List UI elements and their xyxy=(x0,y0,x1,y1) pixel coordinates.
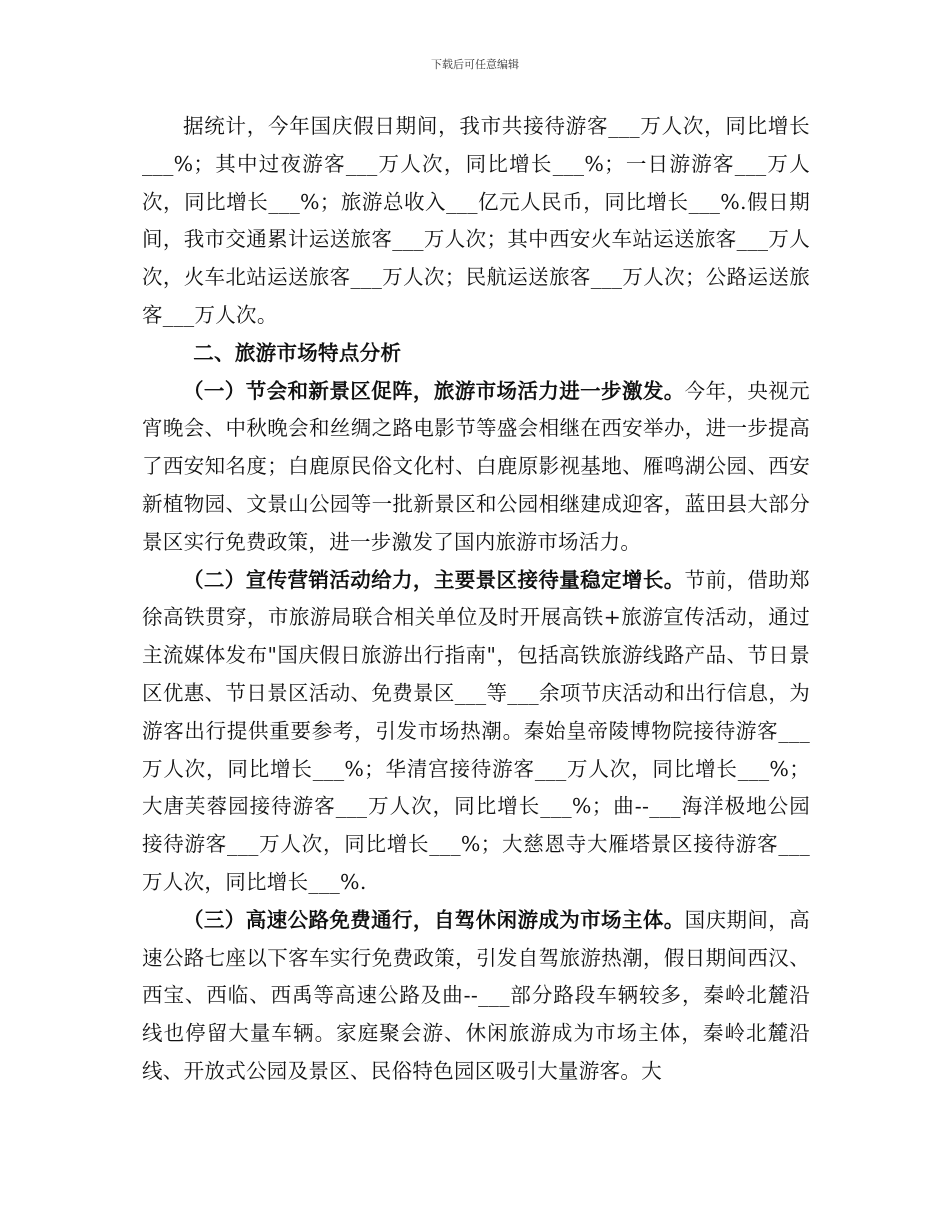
subsection-3-lead: （三）高速公路免费通行，自驾休闲游成为市场主体。 xyxy=(183,907,685,932)
subsection-1-paragraph xyxy=(142,373,810,562)
document-body xyxy=(142,108,810,1091)
subsection-3-body: 国庆期间，高速公路七座以下客车实行免费政策，引发自驾旅游热潮，假日期间西汉、西宝、西临、西禹等高速公路及曲--___部分路段车辆较多，秦岭北麓沿线也停留大量车辆。家庭聚会游、休闲旅游成为市场主体，秦岭北麓沿线、开放式公园及景区、民俗特色园区吸引大量游客。大 xyxy=(142,907,810,1083)
section-heading: 二、旅游市场特点分析 xyxy=(193,340,402,365)
page-header: 下载后可任意编辑 xyxy=(431,58,519,71)
subsection-2-lead: （二）宣传营销活动给力，主要景区接待量稳定增长。 xyxy=(183,567,685,592)
subsection-2-paragraph xyxy=(142,562,810,902)
subsection-1-lead: （一）节会和新景区促阵，旅游市场活力进一步激发。 xyxy=(183,378,685,403)
subsection-1-body: 今年，央视元宵晚会、中秋晚会和丝绸之路电影节等盛会相继在西安举办，进一步提高了西安知名度；白鹿原民俗文化村、白鹿原影视基地、雁鸣湖公园、西安新植物园、文景山公园等一批新景区和公园相继建成迎客，蓝田县大部分景区实行免费政策，进一步激发了国内旅游市场活力。 xyxy=(142,378,810,554)
subsection-2-body: 节前，借助郑徐高铁贯穿，市旅游局联合相关单位及时开展高铁+旅游宣传活动，通过主流媒体发布"国庆假日旅游出行指南"，包括高铁旅游线路产品、节日景区优惠、节日景区活动、免费景区___等___余项节庆活动和出行信息，为游客出行提供重要参考，引发市场热潮。秦始皇帝陵博物院接待游客___万人次，同比增长___%；华清宫接待游客___万人次，同比增长___%；大唐芙蓉园接待游客___万人次，同比增长___%；曲--___海洋极地公园接待游客___万人次，同比增长___%；大慈恩寺大雁塔景区接待游客___万人次，同比增长___%. xyxy=(142,567,810,894)
subsection-3-paragraph xyxy=(142,902,810,1091)
statistics-paragraph: 据统计，今年国庆假日期间，我市共接待游客___万人次，同比增长___%；其中过夜游客___万人次，同比增长___%；一日游游客___万人次，同比增长___%；旅游总收入___亿元人民币，同比增长___%.假日期间，我市交通累计运送旅客___万人次；其中西安火车站运送旅客___万人次，火车北站运送旅客___万人次；民航运送旅客___万人次；公路运送旅客___万人次。 xyxy=(142,114,810,327)
